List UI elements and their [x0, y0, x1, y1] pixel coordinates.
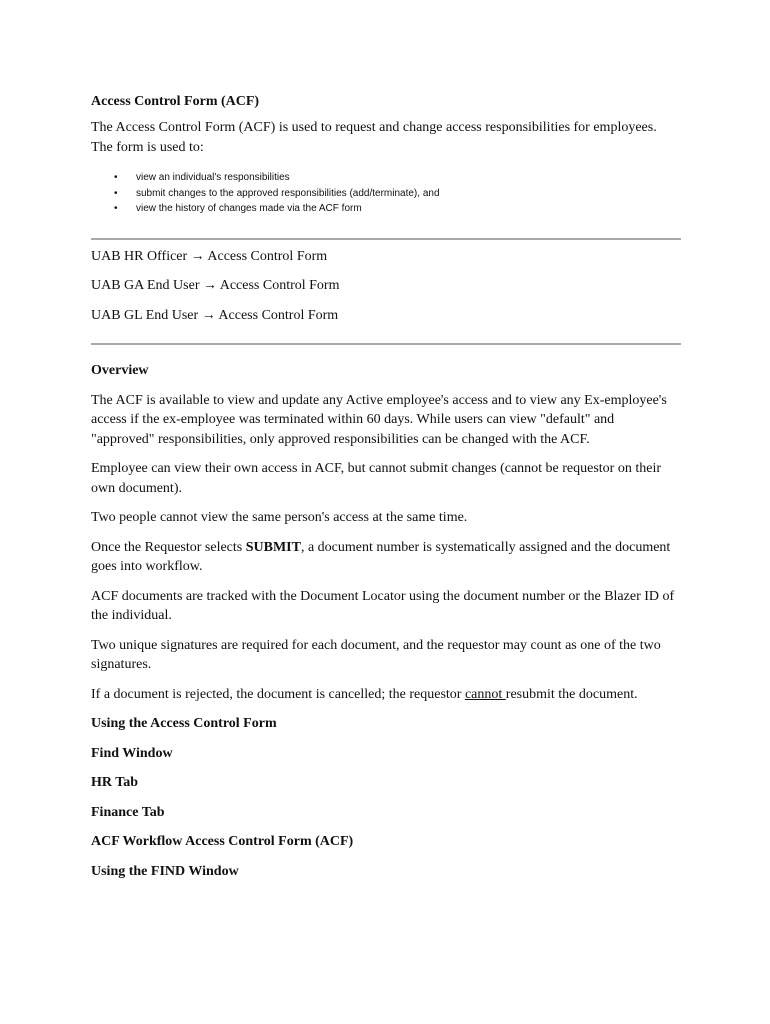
overview-heading: Overview [91, 363, 149, 378]
overview-paragraph: If a document is rejected, the document is cancelled; the requestor cannot resubmit the document. [91, 686, 638, 702]
overview-paragraph: Two people cannot view the same person's access at the same time. [91, 510, 468, 525]
overview-paragraph: Employee can view their own access in ACF, but cannot submit changes (cannot be requestor on their own document). [91, 461, 662, 496]
overview-paragraph: The ACF is available to view and update any Active employee's access and to view any Ex-employee's access if the ex-employee was terminated within 60 days. While users can view "default" and "approved" responsibilities, only approved responsibilities can be changed with the ACF. [91, 392, 667, 447]
heading-find-window: Find Window [91, 745, 173, 761]
document-title: Access Control Form (ACF) [91, 94, 260, 109]
overview-paragraph: ACF documents are tracked with the Document Locator using the document number or the Blazer ID of the individual. [91, 588, 675, 623]
heading-using-acf: Using the Access Control Form [91, 716, 277, 731]
bullet-icon: • [114, 172, 118, 183]
submit-keyword: SUBMIT [245, 539, 301, 555]
list-item: • view the history of changes made via the ACF form [91, 201, 681, 217]
overview-paragraph: Two unique signatures are required for each document, and the requestor may count as one of the two signatures. [91, 637, 661, 672]
heading-finance-tab: Finance Tab [91, 804, 165, 820]
bullet-icon: • [114, 187, 118, 199]
nav-path-ga-end-user: UAB GA End User → Access Control Form [91, 278, 340, 293]
bullet-icon: • [114, 203, 118, 214]
list-item: • view an individual's responsibilities [91, 170, 681, 186]
document-page [91, 93, 681, 891]
intro-paragraph: The Access Control Form (ACF) is used to request and change access responsibilities for employees. The form is used to: [91, 120, 657, 155]
nav-path-hr-officer: UAB HR Officer → Access Control Form [91, 248, 328, 264]
navigation-paths [91, 240, 681, 344]
heading-acf-workflow: ACF Workflow Access Control Form (ACF) [91, 834, 354, 849]
usage-list [91, 170, 681, 217]
heading-hr-tab: HR Tab [91, 775, 139, 790]
nav-path-gl-end-user: UAB GL End User → Access Control Form [91, 307, 339, 323]
overview-paragraph: Once the Requestor selects SUBMIT, a document number is systematically assigned and the document goes into workflow. [91, 539, 671, 574]
heading-using-find-window: Using the FIND Window [91, 863, 239, 879]
overview-section [91, 345, 681, 881]
cannot-emphasis: cannot [464, 686, 506, 702]
list-item: • submit changes to the approved responsibilities (add/terminate), and [91, 186, 681, 202]
